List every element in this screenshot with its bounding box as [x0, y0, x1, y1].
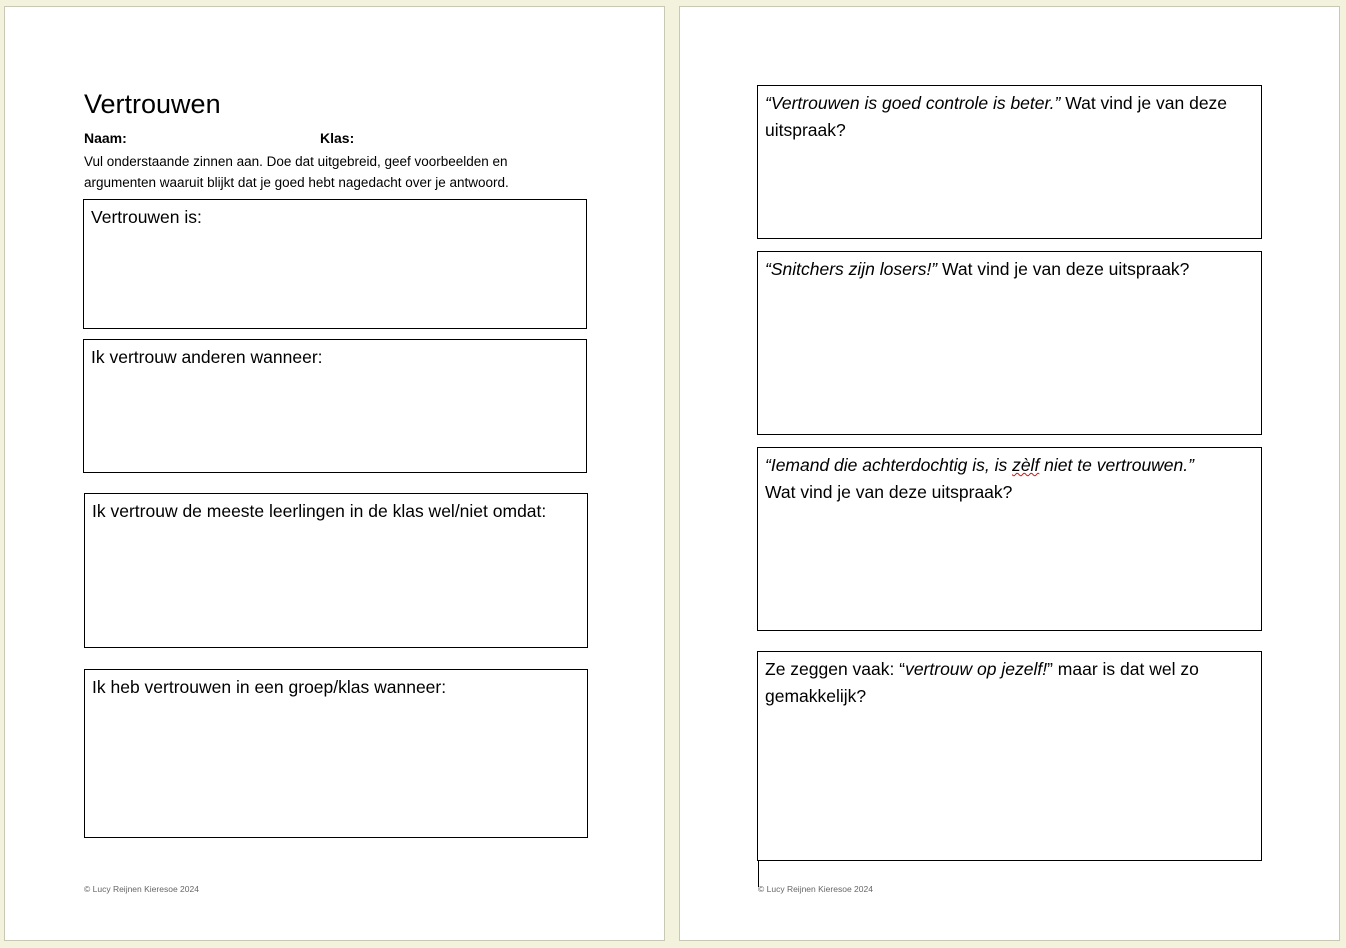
answer-box-controle[interactable]	[757, 85, 1262, 239]
klas-label: Klas:	[320, 130, 355, 146]
box-prompt: Ik heb vertrouwen in een groep/klas wanneer:	[92, 677, 447, 697]
instructions-text: Vul onderstaande zinnen aan. Doe dat uitgebreid, geef voorbeelden en argumenten waaruit blijkt dat je goed hebt nagedacht over je antwoord.	[84, 154, 509, 190]
quote-text: “Snitchers zijn losers!”	[765, 259, 938, 279]
copyright-footer: © Lucy Reijnen Kieresoe 2024	[84, 884, 199, 894]
question-text: Wat vind je van deze uitspraak?	[937, 259, 1190, 279]
prefix-text: Ze zeggen vaak: “	[765, 659, 906, 679]
question-text: Wat vind je van deze uitspraak?	[765, 482, 1013, 502]
spellcheck-marked-word: zèlf	[1012, 455, 1040, 475]
answer-box-vertrouw-anderen[interactable]	[83, 339, 587, 473]
quote-text: “Vertrouwen is goed controle is beter.”	[765, 93, 1061, 113]
naam-label: Naam:	[84, 130, 127, 146]
quote-text: “Iemand die achterdochtig is, is zèlf niet te vertrouwen.”	[765, 455, 1194, 475]
answer-box-groep-klas[interactable]	[84, 669, 588, 838]
page-title: Vertrouwen	[84, 89, 221, 119]
answer-box-snitchers[interactable]	[757, 251, 1262, 435]
box-prompt: Ik vertrouw de meeste leerlingen in de klas wel/niet omdat:	[92, 501, 547, 521]
box-prompt: Vertrouwen is:	[91, 207, 202, 227]
box-prompt: Ik vertrouw anderen wanneer:	[91, 347, 323, 367]
question-text: ” maar is dat wel zo gemakkelijk?	[765, 659, 1199, 706]
answer-box-jezelf[interactable]	[757, 651, 1262, 861]
answer-box-leerlingen-klas[interactable]	[84, 493, 588, 648]
answer-box-achterdochtig[interactable]	[757, 447, 1262, 631]
copyright-footer: © Lucy Reijnen Kieresoe 2024	[758, 884, 873, 894]
quote-text: vertrouw op jezelf!	[905, 659, 1048, 679]
question-text: Wat vind je van deze uitspraak?	[765, 93, 1228, 140]
answer-box-vertrouwen-is[interactable]	[83, 199, 587, 329]
document-page-left	[4, 6, 665, 941]
document-page-right	[679, 6, 1340, 941]
